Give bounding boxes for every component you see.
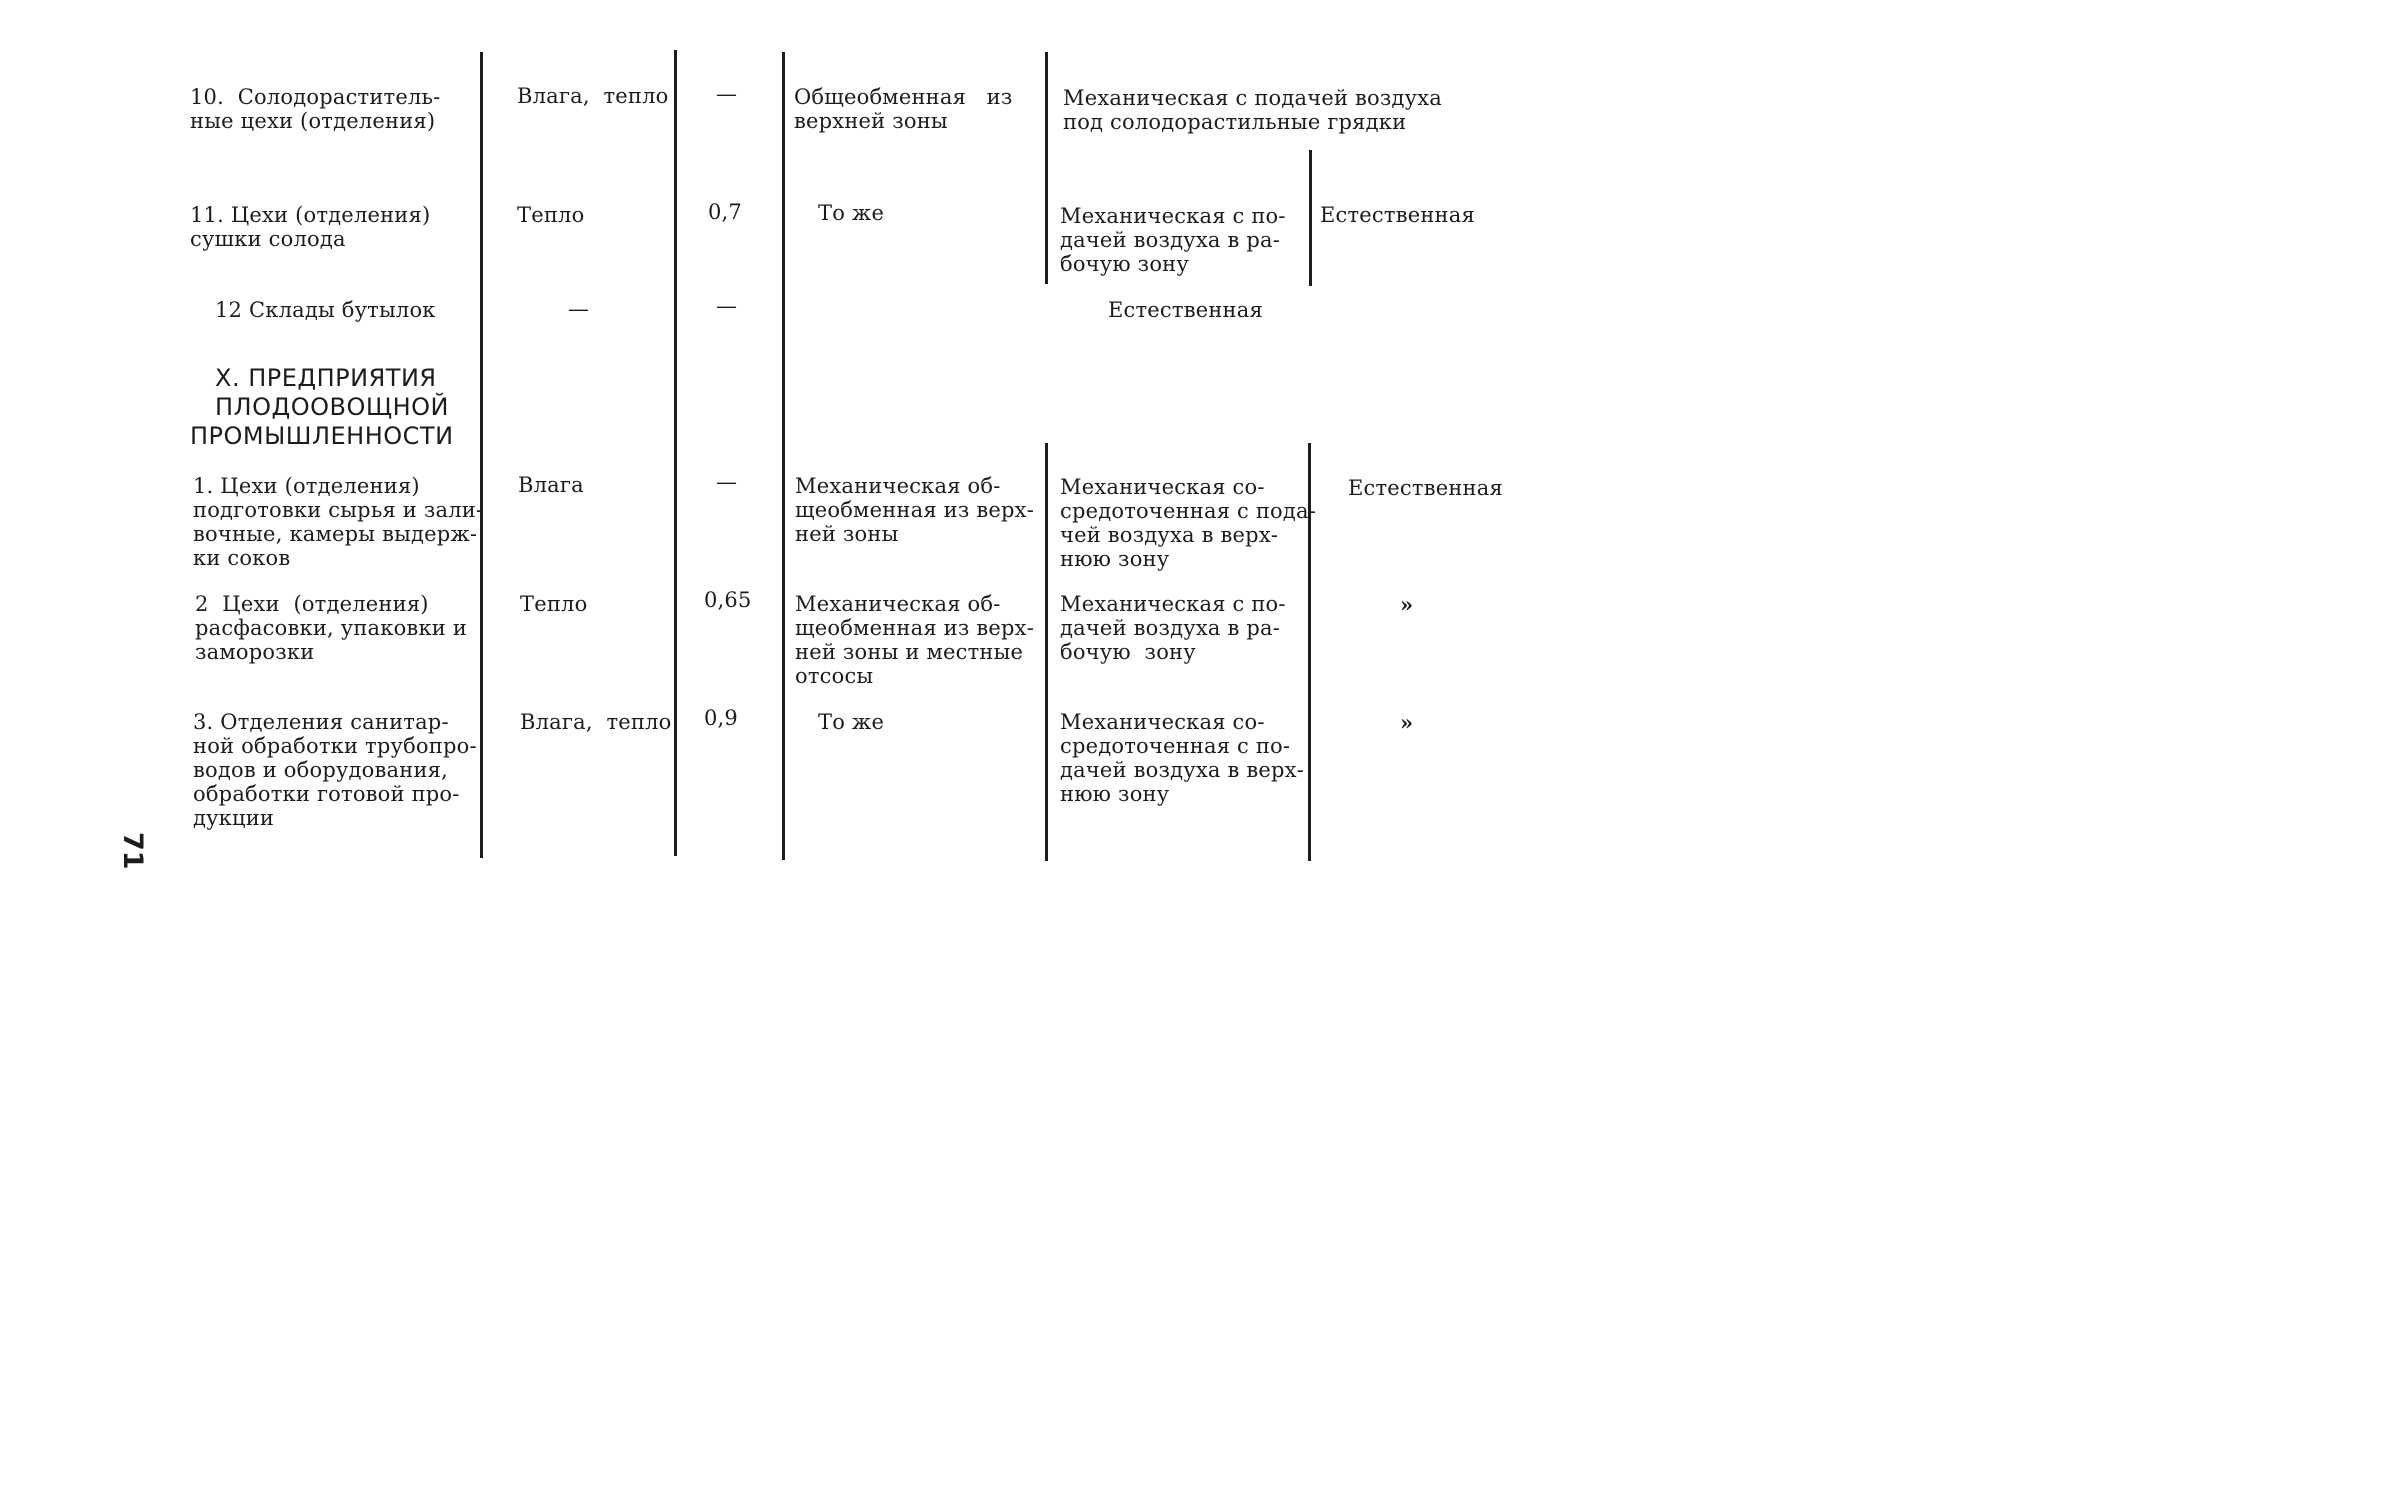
row-10-name: 10. Солодораститель- ные цехи (отделения) [190, 85, 441, 133]
row-x2-coef: 0,65 [704, 588, 752, 612]
column-rule-2 [674, 50, 677, 856]
row-x3-hazard: Влага, тепло [520, 710, 672, 734]
row-x3-general-ventilation: То же [818, 710, 885, 734]
row-x1-supply-ventilation: Механическая со- средоточенная с пода- чей воздуха в верх- нюю зону [1060, 475, 1317, 571]
row-11-coef: 0,7 [708, 200, 742, 224]
row-11-natural-ventilation: Естественная [1320, 203, 1475, 227]
row-x1-coef: — [716, 470, 738, 494]
row-10-general-ventilation: Общеобменная из верхней зоны [794, 85, 1013, 133]
column-rule-3 [782, 52, 785, 860]
row-12-name: 12 Склады бутылок [215, 298, 436, 322]
page-number: 71 [117, 832, 148, 870]
row-10-supply-ventilation: Механическая с подачей воздуха под солодорастильные грядки [1063, 86, 1443, 134]
row-11-name: 11. Цехи (отделения) сушки солода [190, 203, 431, 251]
row-10-hazard: Влага, тепло [517, 84, 669, 108]
column-rule-4-upper [1045, 52, 1048, 284]
row-x2-general-ventilation: Механическая об- щеобменная из верх- ней зоны и местные отсосы [795, 592, 1034, 688]
row-x2-supply-ventilation: Механическая с по- дачей воздуха в ра- бочую зону [1060, 592, 1286, 664]
row-10-coef: — [716, 82, 738, 106]
row-x1-name: 1. Цехи (отделения) подготовки сырья и зали- вочные, камеры выдерж- ки соков [193, 474, 484, 570]
row-x3-supply-ventilation: Механическая со- средоточенная с по- дачей воздуха в верх- нюю зону [1060, 710, 1305, 806]
row-x3-ditto-mark: » [1400, 710, 1414, 735]
row-x2-name: 2 Цехи (отделения) расфасовки, упаковки и заморозки [195, 592, 468, 664]
row-x1-natural-ventilation: Естественная [1348, 476, 1503, 500]
row-11-general-ventilation: То же [818, 201, 885, 225]
row-x2-ditto-mark: » [1400, 592, 1414, 617]
row-11-supply-ventilation: Механическая с по- дачей воздуха в ра- бочую зону [1060, 204, 1286, 276]
section-heading-line-1: X. ПРЕДПРИЯТИЯ [215, 364, 437, 392]
row-11-hazard: Тепло [517, 203, 585, 227]
row-x1-general-ventilation: Механическая об- щеобменная из верх- ней зоны [795, 474, 1034, 546]
document-page [0, 0, 1556, 989]
row-12-ventilation: Естественная [1108, 298, 1263, 322]
section-heading-line-3: ПРОМЫШЛЕННОСТИ [190, 422, 454, 450]
row-12-coef: — [716, 294, 738, 318]
column-rule-1 [480, 52, 483, 858]
row-12-hazard: — [568, 297, 590, 321]
row-x3-coef: 0,9 [704, 706, 738, 730]
row-x1-hazard: Влага [518, 473, 584, 497]
column-rule-4-lower [1045, 443, 1048, 861]
section-heading-line-2: ПЛОДООВОЩНОЙ [215, 393, 450, 421]
row-x3-name: 3. Отделения санитар- ной обработки трубопро- водов и оборудования, обработки готовой про- дукции [193, 710, 477, 830]
row-x2-hazard: Тепло [520, 592, 588, 616]
column-rule-5-upper [1309, 150, 1312, 286]
